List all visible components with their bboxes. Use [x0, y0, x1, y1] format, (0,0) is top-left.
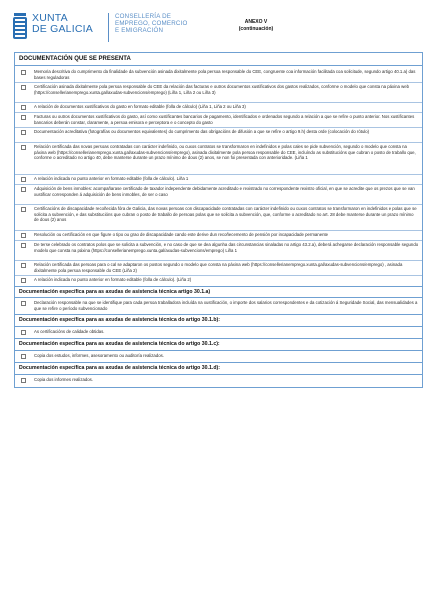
- checkbox-icon[interactable]: [21, 233, 26, 238]
- item-text: Relación certificada das novas persoas contratadas con carácter indefinido, ou cuxos contratos se transformaron en indefinidos e polas cales se pide subvención, segundo o modelo que consta na páxina web (https://consellerianemprego.xunta.gal/axudas-subvencions/emprego), asinada dixitalmente pola persoa responsable do CEE, incluíndo as substitucións que cubran o posto de traballo que, conforme o acreditado no artigo 40, debe manterse durante un prazo mínimo de dous (2) anos, se non foi presentada con anterioridade. (Liña 1: [34, 144, 416, 160]
- logo-line-1: XUNTA: [32, 12, 68, 24]
- list-item: [21, 377, 421, 384]
- section-divider: [15, 350, 422, 351]
- item-text: Certificación asinada dixitalmente pola persoa responsable do CEE da relación das facturas e outros documentos xustificativos dos gastos realizados, conforme o modelo que consta na páxina web (https://consellerianemprego.xunta.gal/axudas-subvencions/emprego) (Liña 1, Liña 2 ou Liña 3): [34, 84, 409, 95]
- list-item: [21, 104, 421, 111]
- row-divider: [15, 127, 422, 128]
- documentation-panel: [14, 52, 423, 388]
- checkbox-icon[interactable]: [21, 145, 26, 150]
- checkbox-icon[interactable]: [21, 115, 26, 120]
- item-text: Documentación acreditativa (fotografías ou documentos equivalentes) do cumprimento das obrigacións de difusión a que se refire o artigo 9.h) desta orde (colocación do rótulo): [34, 129, 370, 134]
- list-item: [21, 277, 421, 284]
- item-text: A relación indicada no punto anterior en formato editable (folla de cálculo). Liña 1: [34, 176, 189, 181]
- checkbox-icon[interactable]: [21, 70, 26, 75]
- row-divider: [15, 82, 422, 83]
- department-line-1: CONSELLERÍA DE: [115, 13, 172, 20]
- list-item: [21, 144, 421, 173]
- page-header: [12, 12, 432, 48]
- checkbox-icon[interactable]: [21, 243, 26, 248]
- row-divider: [15, 174, 422, 175]
- item-text: De terse celebrado os contratos polos que se solicita a subvención, e no caso de que se dea algunha das circunstancias sinaladas no artigo 43.2.a), deberá achegarse declaración responsable segundo modelo que consta na páxina (https://consellerianemprego.xunta.gal/axudas-subvencions/emprego) Liña 1: [34, 242, 419, 253]
- annex-subtitle: (continuación): [238, 26, 274, 32]
- item-text: Facturas ou outros documentos xustificativos do gasto, así como xustificantes bancarios de pagamento, identificados e ordenados segundo a relación a que se refire o punto anterior. Nos xustificantes bancarios deberán constar, claramente, a persoa emisora e perceptora e o concepto do gasto: [34, 114, 415, 125]
- item-text: Copia dos estudos, informes, asesoramento ou auditoría realizados.: [34, 353, 164, 358]
- checkbox-icon[interactable]: [21, 301, 26, 306]
- row-divider: [15, 102, 422, 103]
- row-divider: [15, 275, 422, 276]
- section-divider: [15, 338, 422, 339]
- checkbox-icon[interactable]: [21, 177, 26, 182]
- item-text: As certificacións de calidade obtidas.: [34, 329, 105, 334]
- item-text: Copia dos informes realizados.: [34, 377, 93, 382]
- row-divider: [15, 204, 422, 205]
- panel-title: DOCUMENTACIÓN QUE SE PRESENTA: [19, 56, 131, 62]
- logo-line-2: DE GALICIA: [32, 22, 93, 35]
- list-item: [21, 242, 421, 259]
- checkbox-icon[interactable]: [21, 85, 26, 90]
- annex-title: ANEXO V: [244, 19, 268, 25]
- list-item: [21, 353, 421, 360]
- section-divider: [15, 286, 422, 287]
- department-name: [115, 13, 188, 35]
- section-divider: [15, 297, 422, 298]
- checkbox-icon[interactable]: [21, 263, 26, 268]
- list-item: [21, 262, 421, 274]
- section-divider: [15, 326, 422, 327]
- section-title-30-1-a: Documentación específica para as axudas de asistencia técnica artigo 30.1.a): [19, 289, 211, 295]
- list-item: [21, 69, 421, 81]
- row-divider: [15, 260, 422, 261]
- department-line-2: EMPREGO, COMERCIO: [115, 20, 188, 28]
- xunta-logo-text: [32, 13, 93, 34]
- checkbox-icon[interactable]: [21, 278, 26, 283]
- list-item: [21, 186, 421, 203]
- item-text: Certificacións de discapacidade recoñecida fóra de Galicia, das novas persoas con discapacidade contratadas con carácter indefinido ou cuxos contratos se transformaron en indefinidos e polas que se solicita a subvención, e das substitucións que cubran o posto de traballo de persoas polas que se solicita a subvención, que, conforme o acreditado no art. 28 debe manterse durante un prazo mínimo de dous (2) anos: [34, 206, 417, 222]
- row-divider: [15, 112, 422, 113]
- title-divider: [15, 65, 422, 66]
- row-divider: [15, 142, 422, 143]
- checkbox-icon[interactable]: [21, 330, 26, 335]
- item-text: A relación indicada no punto anterior en formato editable (folla de cálculo). (Liña 2): [34, 277, 192, 282]
- section-divider: [15, 314, 422, 315]
- item-text: Resolución ou certificación en que figure o tipo ou grao de discapacidade cando este derive dun recoñecemento de pensión por incapacidade permanente: [34, 232, 329, 237]
- row-divider: [15, 240, 422, 241]
- xunta-crest-icon: [12, 13, 28, 41]
- checkbox-icon[interactable]: [21, 130, 26, 135]
- row-divider: [15, 184, 422, 185]
- section-divider: [15, 362, 422, 363]
- department-line-3: E EMIGRACIÓN: [115, 27, 164, 35]
- section-title-30-1-d: Documentación específica para as axudas de asistencia técnica do artigo 30.1.d):: [19, 365, 220, 371]
- list-item: [21, 129, 421, 141]
- list-item: [21, 232, 421, 239]
- item-text: Declaración responsable na que se identifique para cada persoa traballadora incluída na xustificación, o importe dos salarios correspondentes e da cotización á Seguridade Social, das mensualidades a que se refire o período subvencionado: [34, 300, 418, 311]
- item-text: A relación de documentos xustificativos do gasto en formato editable (folla de cálculo) (Liña 1, Liña 2 ou Liña 3): [34, 104, 246, 109]
- checkbox-icon[interactable]: [21, 378, 26, 383]
- checkbox-icon[interactable]: [21, 354, 26, 359]
- section-divider: [15, 374, 422, 375]
- list-item: [21, 300, 421, 312]
- list-item: [21, 206, 421, 229]
- item-text: Relación certificada das persoas para o cal se adaptaron os postos segundo o modelo que consta na páxina web (https://consellerianemprego.xunta.gal/axudas-subvencions/emprego) , asinada dixitalmente pola persoa responsable do CEE (Liña 2): [34, 262, 403, 273]
- header-divider: [108, 13, 109, 42]
- checkbox-icon[interactable]: [21, 207, 26, 212]
- list-item: [21, 176, 421, 183]
- list-item: [21, 84, 421, 101]
- list-item: [21, 329, 421, 336]
- list-item: [21, 114, 421, 126]
- section-title-30-1-b: Documentación específica para as axudas de asistencia técnica do artigo 30.1.b):: [19, 317, 220, 323]
- item-text: Adquisición de bens inmobles: acompañarase certificado de taxador independente debidamente acreditado e rexistrado no correspondente rexistro oficial, en que se acredite que os prezos que se van xustificar corresponden á adquisición de bens inmobles, de ser o caso: [34, 186, 415, 197]
- annex-heading: [226, 19, 286, 33]
- item-text: Memoria descritiva do cumprimento da finalidade da subvención asinada dixitalmente pola persoa responsable do CEE, congruente coa información facilitada coa solicitude, segundo artigo 40.1.a) das bases reguladoras: [34, 69, 416, 80]
- section-title-30-1-c: Documentación específica para as axudas de asistencia técnica do artigo 30.1.c):: [19, 341, 220, 347]
- checkbox-icon[interactable]: [21, 105, 26, 110]
- row-divider: [15, 230, 422, 231]
- checkbox-icon[interactable]: [21, 187, 26, 192]
